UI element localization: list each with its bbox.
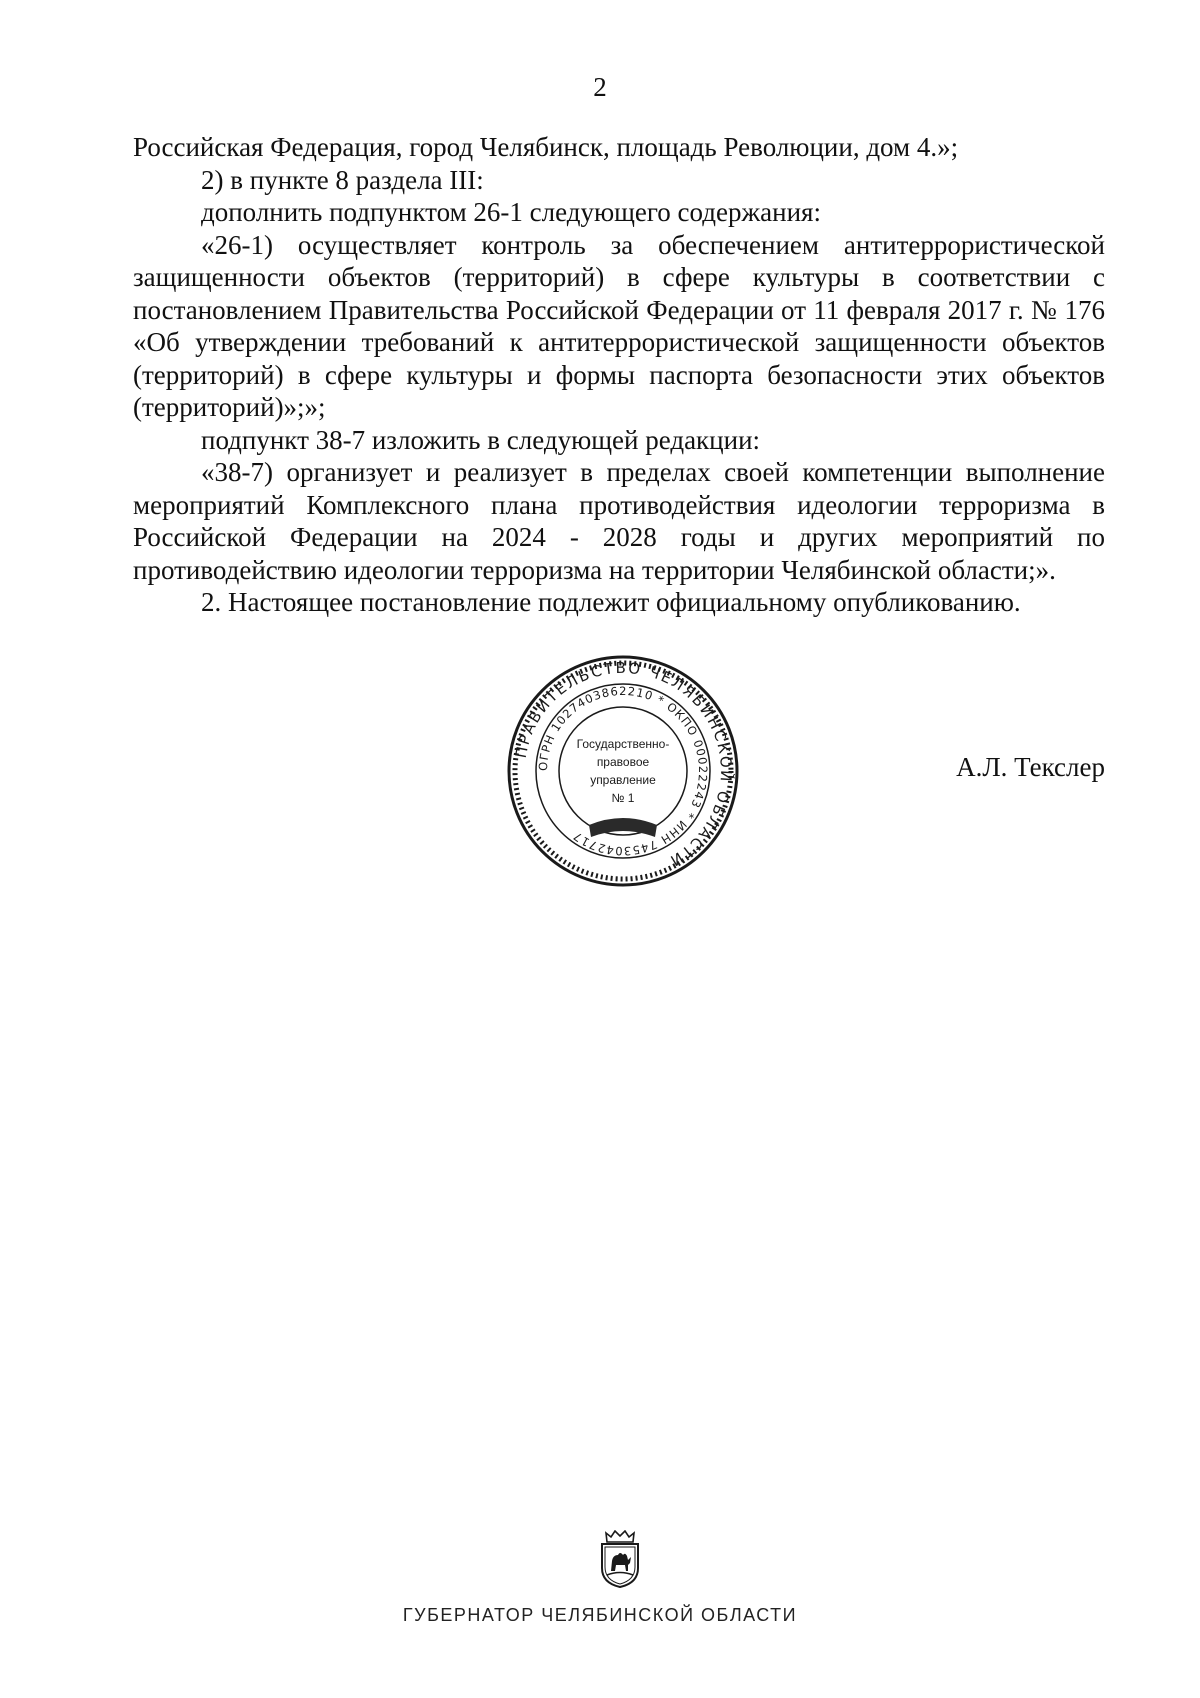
seal-center-line-4: № 1 <box>611 791 635 805</box>
signer-name: А.Л. Текслер <box>956 752 1105 782</box>
paragraph-subitem-38-7-intro: подпункт 38-7 изложить в следующей редакции: <box>201 424 761 455</box>
seal-center-line-1: Государственно- <box>576 737 670 751</box>
footer-caption: ГУБЕРНАТОР ЧЕЛЯБИНСКОЙ ОБЛАСТИ <box>402 1605 798 1625</box>
seal-outer-text: ПРАВИТЕЛЬСТВО ЧЕЛЯБИНСКОЙ ОБЛАСТИ <box>511 658 736 871</box>
document-body <box>133 131 1105 619</box>
page-number: 2 <box>593 72 607 102</box>
paragraph-publication: 2. Настоящее постановление подлежит официальному опубликованию. <box>201 587 1021 617</box>
paragraph-address-end: Российская Федерация, город Челябинск, площадь Революции, дом 4.»; <box>133 132 959 162</box>
chelyabinsk-coat-of-arms-icon <box>597 1530 643 1588</box>
seal-center-line-2: правовое <box>596 755 650 769</box>
paragraph-add-subitem: дополнить подпунктом 26-1 следующего содержания: <box>201 197 821 227</box>
seal-ribbon-mark <box>589 818 657 837</box>
official-seal-icon <box>505 653 741 889</box>
paragraph-subitem-26-1: «26-1) осуществляет контроль за обеспечением антитеррористической защищенности объектов (территорий) в сфере культуры в соответствии с постановлением Правительства Российской Федерации от 11 февраля 2017 г. № 176 «Об утверждении требований к антитеррористической защищенности объектов (территорий) в сфере культуры и формы паспорта безопасности этих объектов (территорий)»;»; <box>133 229 1105 422</box>
seal-inner-text: ОГРН 1027403862210 * ОКПО 00022243 * ИНН 7453042717 <box>535 683 711 859</box>
paragraph-subitem-38-7: «38-7) организует и реализует в пределах своей компетенции выполнение мероприятий Комплексного плана противодействия идеологии терроризма в Российской Федерации на 2024 - 2028 годы и других мероприятий по противодействию идеологии терроризма на территории Челябинской области;». <box>133 457 1105 585</box>
seal-center-line-3: управление <box>590 773 656 787</box>
paragraph-item-2: 2) в пункте 8 раздела III: <box>201 164 484 195</box>
